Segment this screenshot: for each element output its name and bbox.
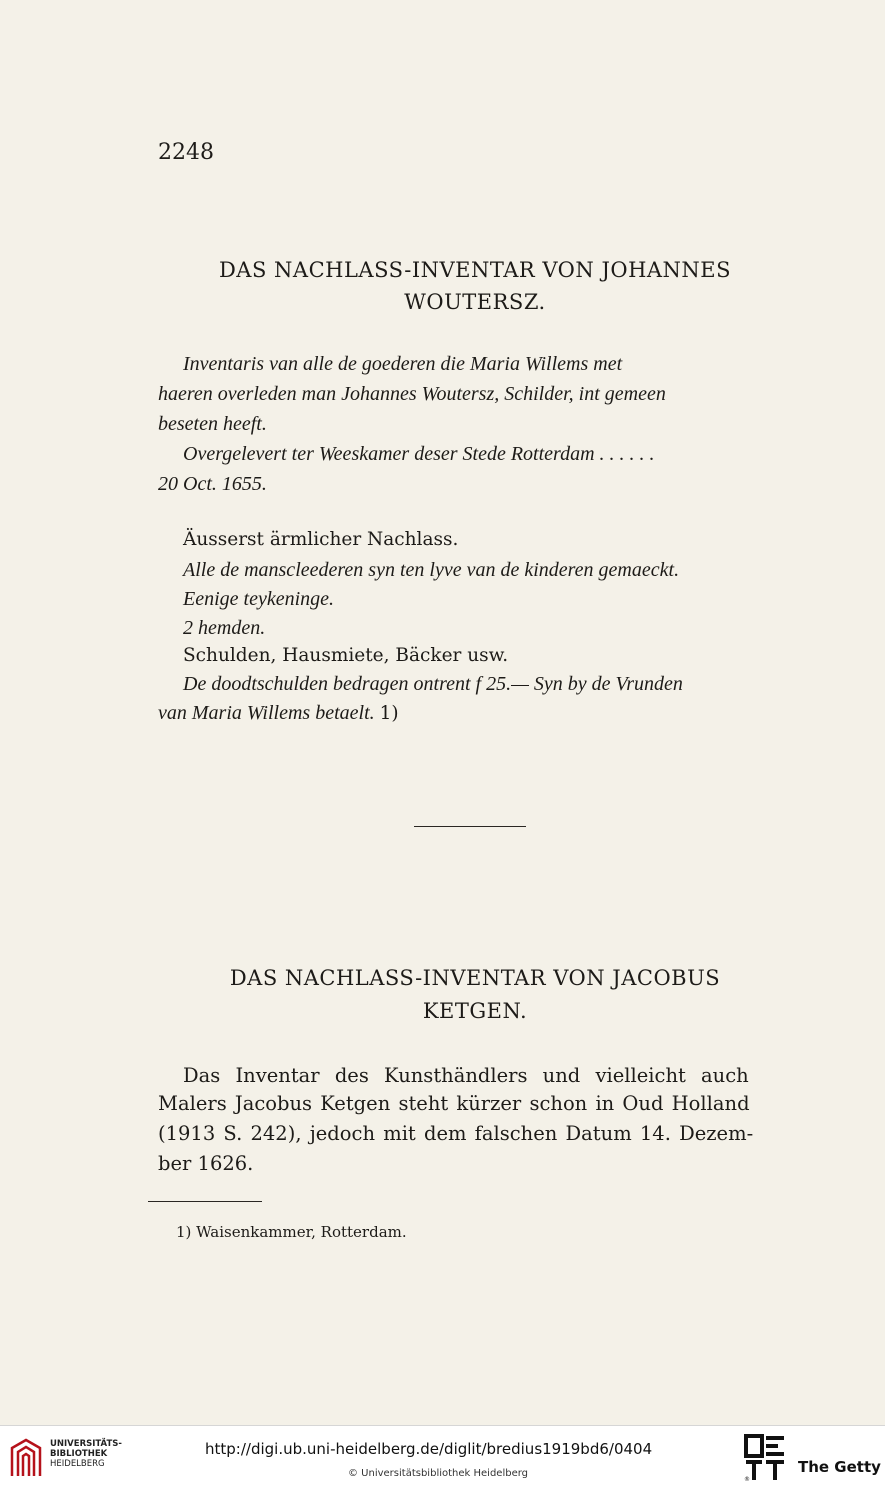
footnote-divider (148, 1201, 262, 1202)
permalink-url[interactable]: http://digi.ub.uni-heidelberg.de/diglit/bredius1919bd6/0404 (205, 1440, 653, 1458)
text-line: Malers Jacobus Ketgen steht kürzer schon in Oud Holland (158, 1092, 750, 1115)
footnote-ref: 1) (379, 703, 399, 724)
library-name-line2: BIBLIOTHEK (50, 1449, 108, 1459)
svg-text:®: ® (744, 1476, 750, 1482)
text-line: Das Inventar des Kunsthändlers und vielleicht auch (183, 1064, 749, 1087)
partner-name: The Getty (798, 1458, 881, 1476)
text-line: beseten heeft. (158, 413, 267, 435)
text-line: (1913 S. 242), jedoch mit dem falschen Datum 14. Dezem- (158, 1122, 754, 1145)
library-name-line1: UNIVERSITÄTS- (50, 1439, 122, 1449)
library-name-line3: HEIDELBERG (50, 1459, 105, 1469)
copyright-notice: © Universitätsbibliothek Heidelberg (348, 1468, 529, 1479)
text-line: ber 1626. (158, 1152, 254, 1175)
page-number: 2248 (158, 140, 214, 165)
footnote: 1) Waisenkammer, Rotterdam. (176, 1223, 407, 1241)
university-library-logo-icon[interactable] (8, 1436, 44, 1480)
section-divider (414, 826, 526, 827)
section2-title-line2: KETGEN. (422, 999, 528, 1023)
library-name (50, 1439, 122, 1469)
section2-title-line1: DAS NACHLASS-INVENTAR VON JACOBUS (229, 966, 721, 990)
text-line-with-footnote (158, 702, 399, 725)
section1-title-line1: DAS NACHLASS-INVENTAR VON JOHANNES (218, 258, 732, 282)
section1-title-line2: WOUTERSZ. (404, 290, 546, 314)
text-line: Eenige teykeninge. (183, 588, 335, 610)
text-line: van Maria Willems betaelt. (158, 702, 375, 724)
text-line: Overgelevert ter Weeskamer deser Stede Rotterdam . . . . . . (183, 443, 655, 465)
getty-logo-icon[interactable] (744, 1434, 788, 1482)
text-line: 20 Oct. 1655. (158, 473, 267, 495)
text-line: Alle de manscleederen syn ten lyve van de kinderen gemaeckt. (183, 559, 680, 581)
text-line: 2 hemden. (183, 617, 266, 639)
viewer-footer (0, 1425, 885, 1490)
text-line: Äusserst ärmlicher Nachlass. (183, 529, 459, 550)
text-line: haeren overleden man Johannes Woutersz, Schilder, int gemeen (158, 383, 666, 405)
text-line: Inventaris van alle de goederen die Maria Willems met (183, 353, 623, 375)
text-line: Schulden, Hausmiete, Bäcker usw. (183, 645, 509, 666)
text-line: De doodtschulden bedragen ontrent f 25.— Syn by de Vrunden (183, 673, 683, 695)
